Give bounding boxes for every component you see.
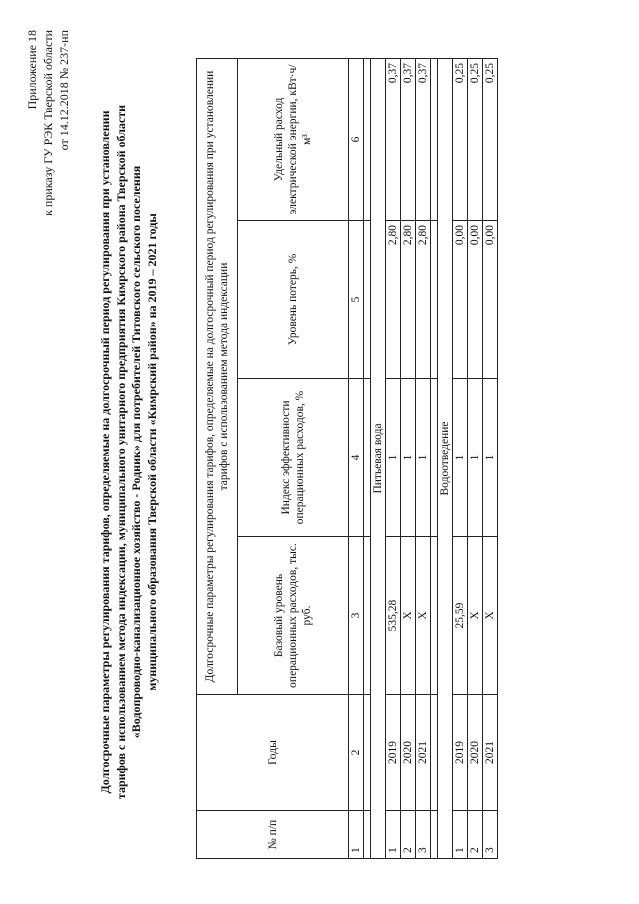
section-sewage: Водоотведение bbox=[438, 58, 453, 858]
tariff-parameters-table bbox=[196, 58, 498, 859]
index-cell: 6 bbox=[349, 58, 364, 220]
header-base-level: Базовый уровень операционных расходов, тыс. руб. bbox=[238, 537, 349, 695]
title-line-4: муниципального образования Тверской области «Кимрский район» на 2019 – 2021 годы bbox=[144, 213, 159, 691]
cell-year: 2021 bbox=[416, 695, 431, 811]
cell-base: X bbox=[468, 537, 483, 695]
header-energy: Удельный расход электрической энергии, кВт·ч/м³ bbox=[238, 58, 349, 220]
appendix-number: Приложение 18 bbox=[25, 30, 39, 110]
table-row bbox=[416, 58, 431, 858]
index-cell: 5 bbox=[349, 221, 364, 379]
appendix-order: к приказу ГУ РЭК Тверской области bbox=[41, 30, 55, 216]
table-row bbox=[483, 58, 498, 858]
cell-losses: 2,80 bbox=[416, 221, 431, 379]
cell-year: 2021 bbox=[483, 695, 498, 811]
section-water: Питьевая вода bbox=[371, 58, 386, 858]
header-num: № п/п bbox=[197, 811, 349, 859]
appendix-date: от 14.12.2018 № 237-нп bbox=[57, 30, 71, 151]
cell-base: X bbox=[401, 537, 416, 695]
header-losses: Уровень потерь, % bbox=[238, 221, 349, 379]
cell-losses: 2,80 bbox=[386, 221, 401, 379]
cell-efficiency: 1 bbox=[483, 379, 498, 537]
cell-efficiency: 1 bbox=[468, 379, 483, 537]
table-row bbox=[401, 58, 416, 858]
header-efficiency: Индекс эффективности операционных расходов, % bbox=[238, 379, 349, 537]
cell-losses: 0,00 bbox=[468, 221, 483, 379]
document-title bbox=[98, 0, 160, 904]
cell-year: 2020 bbox=[468, 695, 483, 811]
cell-num: 1 bbox=[386, 811, 401, 859]
cell-base: X bbox=[416, 537, 431, 695]
table-row bbox=[468, 58, 483, 858]
title-line-3: «Водопроводно-канализационное хозяйство - Родник» для потребителей Титовского сельского поселения bbox=[129, 165, 143, 739]
cell-num: 2 bbox=[401, 811, 416, 859]
table-row bbox=[453, 58, 468, 858]
cell-efficiency: 1 bbox=[453, 379, 468, 537]
cell-energy: 0,37 bbox=[386, 58, 401, 220]
table-row bbox=[386, 58, 401, 858]
title-line-2: тарифов с использованием метода индексации, муниципального унитарного предприятия Кимрского района Тверской области bbox=[113, 104, 128, 800]
section-row bbox=[371, 58, 386, 858]
title-line-1: Долгосрочные параметры регулирования тарифов, определяемые на долгосрочный период регулирования при установлении bbox=[98, 110, 112, 794]
index-cell: 1 bbox=[349, 811, 364, 859]
index-cell: 2 bbox=[349, 695, 364, 811]
cell-energy: 0,37 bbox=[401, 58, 416, 220]
cell-losses: 2,80 bbox=[401, 221, 416, 379]
cell-num: 3 bbox=[483, 811, 498, 859]
cell-base: X bbox=[483, 537, 498, 695]
cell-efficiency: 1 bbox=[401, 379, 416, 537]
cell-base: 535,28 bbox=[386, 537, 401, 695]
cell-losses: 0,00 bbox=[483, 221, 498, 379]
cell-energy: 0,25 bbox=[468, 58, 483, 220]
header-years: Годы bbox=[197, 695, 349, 811]
cell-year: 2019 bbox=[453, 695, 468, 811]
appendix-reference bbox=[24, 30, 72, 216]
section-row bbox=[438, 58, 453, 858]
cell-efficiency: 1 bbox=[386, 379, 401, 537]
cell-energy: 0,37 bbox=[416, 58, 431, 220]
cell-efficiency: 1 bbox=[416, 379, 431, 537]
index-cell: 3 bbox=[349, 537, 364, 695]
cell-year: 2020 bbox=[401, 695, 416, 811]
cell-base: 25,59 bbox=[453, 537, 468, 695]
header-group: Долгосрочные параметры регулирования тарифов, определяемые на долгосрочный период регулирования при установлении тарифов с использованием метода индексации bbox=[197, 58, 238, 694]
cell-num: 1 bbox=[453, 811, 468, 859]
cell-year: 2019 bbox=[386, 695, 401, 811]
spacer-row bbox=[431, 58, 438, 858]
index-row bbox=[349, 58, 364, 858]
cell-num: 2 bbox=[468, 811, 483, 859]
cell-num: 3 bbox=[416, 811, 431, 859]
cell-energy: 0,25 bbox=[453, 58, 468, 220]
spacer-row bbox=[364, 58, 371, 858]
index-cell: 4 bbox=[349, 379, 364, 537]
cell-losses: 0,00 bbox=[453, 221, 468, 379]
cell-energy: 0,25 bbox=[483, 58, 498, 220]
